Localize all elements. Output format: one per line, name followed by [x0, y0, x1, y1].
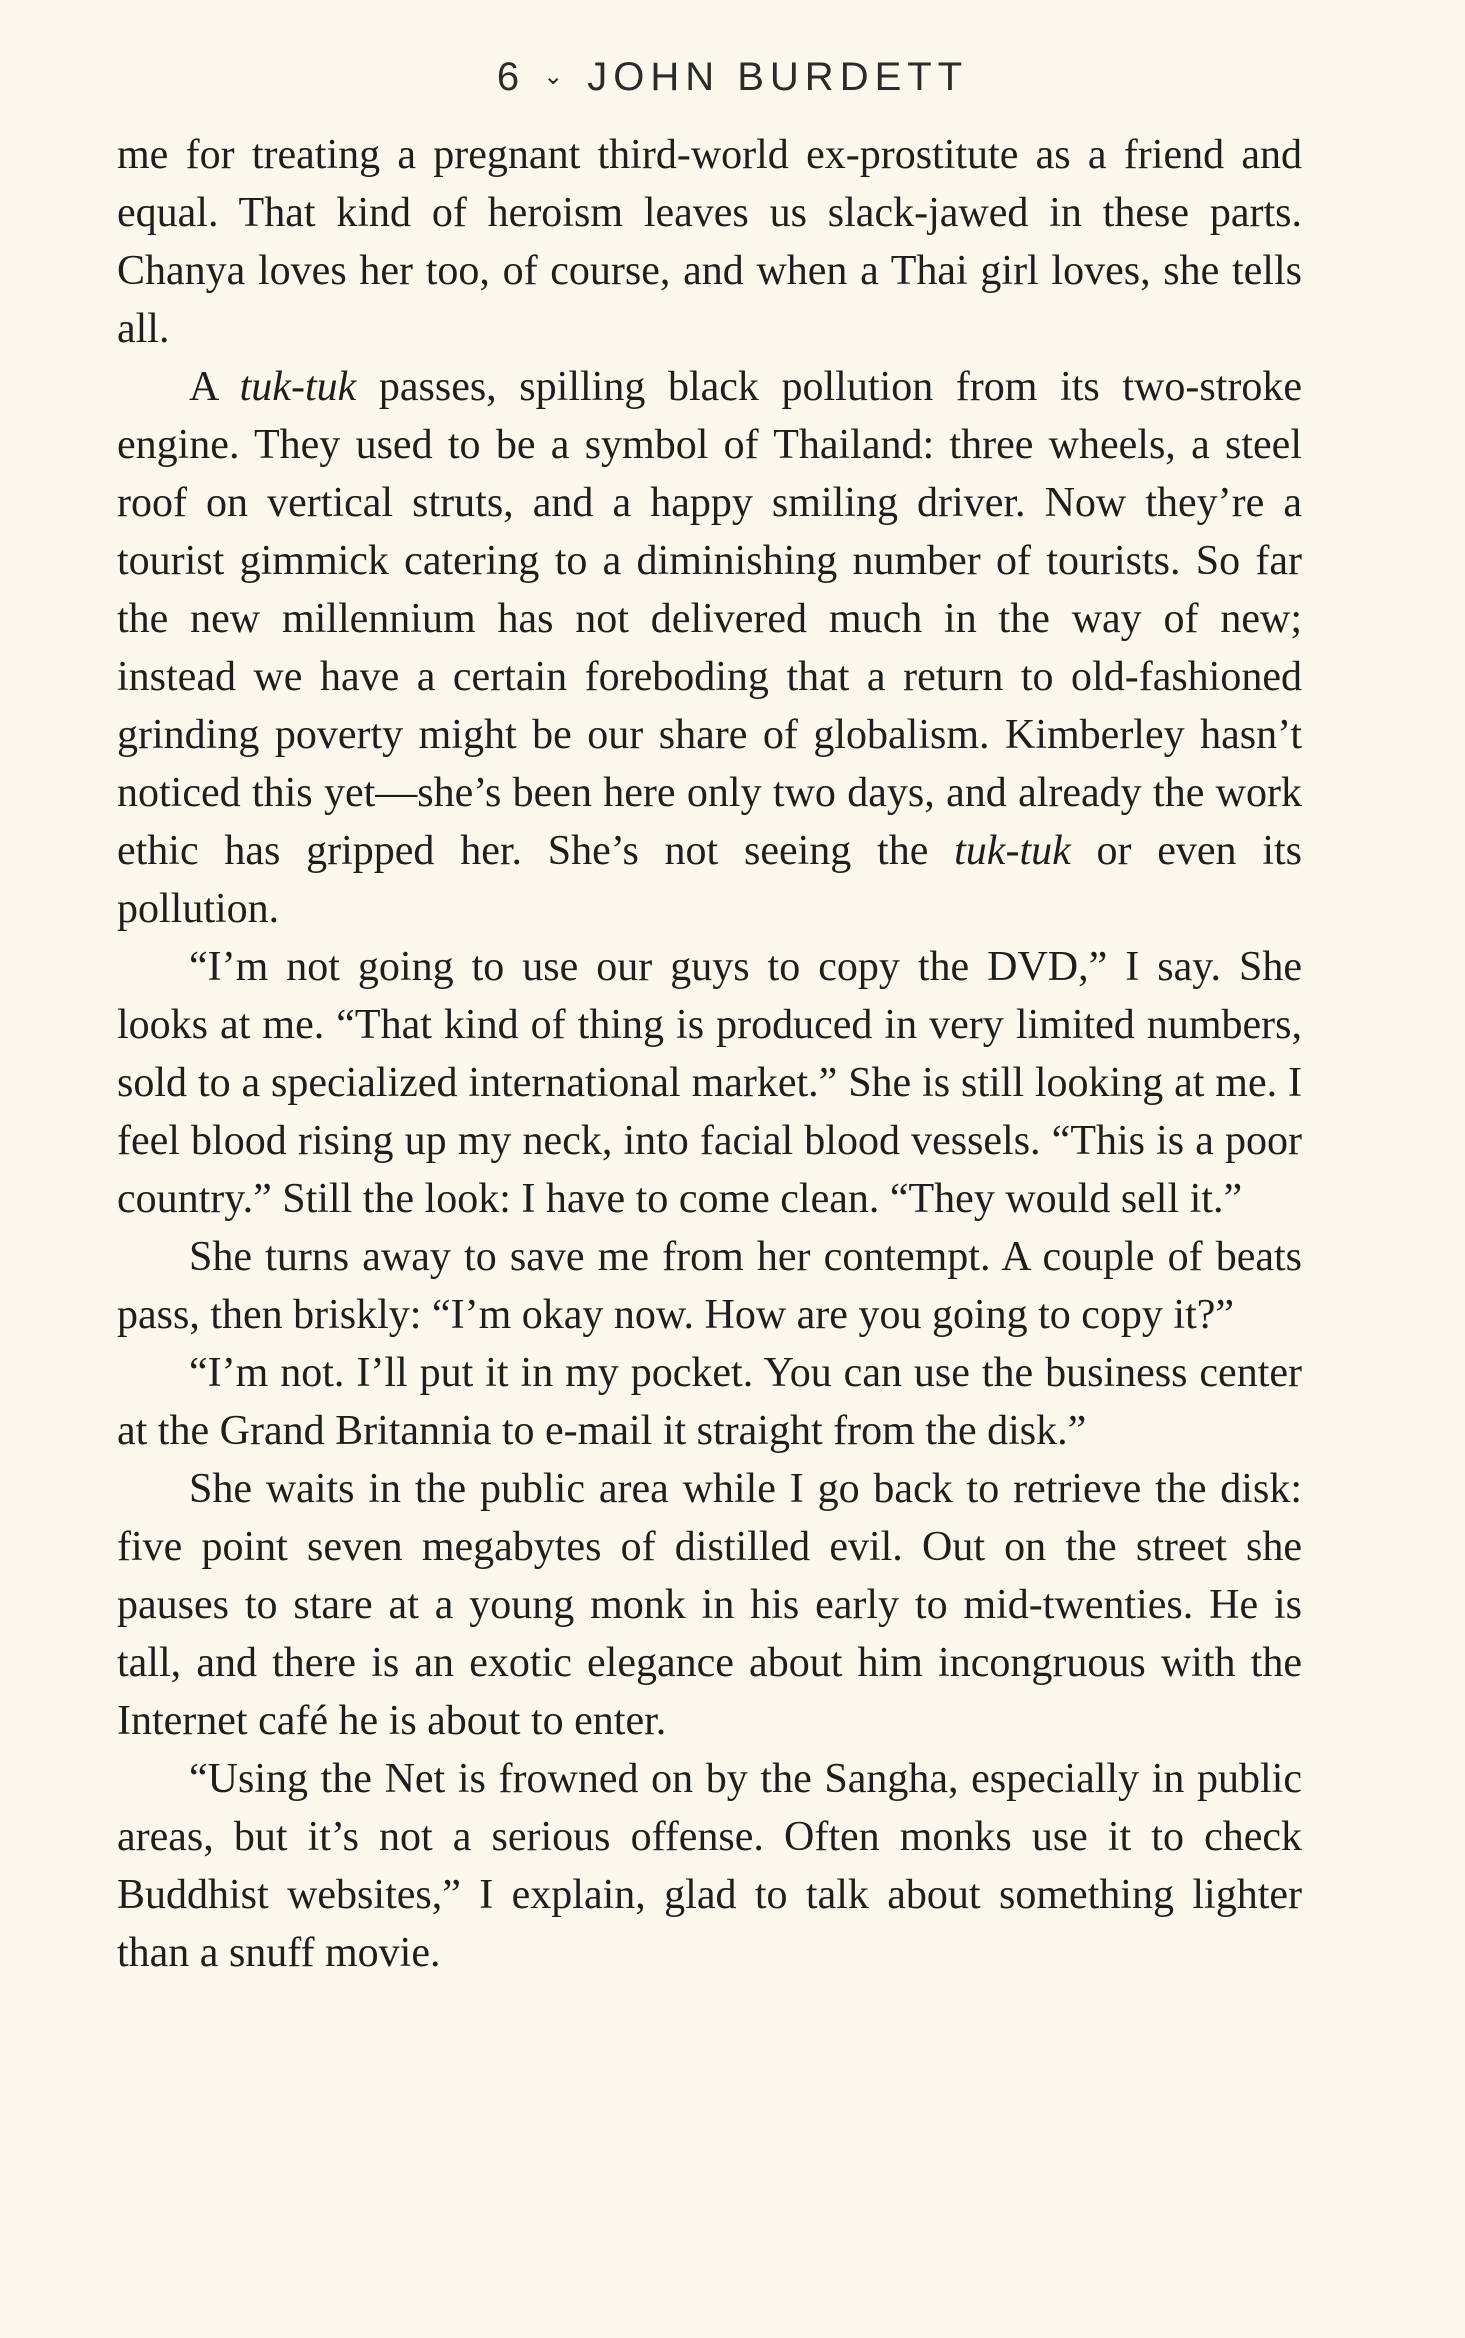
paragraph-text: me for treating a pregnant third-world ex-prostitute as a friend and equal. That kind of heroism leaves us slack-jawed in these parts. Chanya loves her too, of course, and when a Thai girl loves, she tells all. [117, 132, 1302, 352]
paragraph-2 [117, 358, 1302, 938]
paragraph-text: She turns away to save me from her contempt. A couple of beats pass, then briskly: “I’m okay now. How are you going to copy it?” [117, 1234, 1302, 1338]
paragraph-3 [117, 938, 1302, 1228]
italic-term: tuk-tuk [954, 828, 1071, 874]
paragraph-text: “I’m not going to use our guys to copy the DVD,” I say. She looks at me. “That kind of thing is produced in very limited numbers, sold to a specialized international market.” She is still looking at me. I feel blood rising up my neck, into facial blood vessels. “This is a poor country.” Still the look: I have to come clean. “They would sell it.” [117, 944, 1302, 1222]
italic-term: tuk-tuk [239, 364, 357, 410]
paragraph-4 [117, 1228, 1302, 1344]
paragraph-text: A [189, 364, 240, 410]
paragraph-text: “I’m not. I’ll put it in my pocket. You can use the business center at the Grand Britannia to e-mail it straight from the disk.” [117, 1350, 1302, 1454]
page-number: 6 [496, 55, 526, 99]
paragraph-7 [117, 1750, 1302, 1982]
author-name: JOHN BURDETT [587, 55, 969, 99]
paragraph-1 [117, 126, 1302, 358]
paragraph-text: She waits in the public area while I go back to retrieve the disk: five point seven megabytes of distilled evil. Out on the street she pauses to stare at a young monk in his early to mid-twenties. He is tall, and there is an exotic elegance about him incongruous with the Internet café he is about to enter. [117, 1466, 1302, 1744]
running-head [0, 52, 1465, 102]
paragraph-5 [117, 1344, 1302, 1460]
paragraph-6 [117, 1460, 1302, 1750]
body-text [117, 126, 1302, 1982]
separator-glyph: ⌄ [543, 63, 570, 90]
paragraph-text: passes, spilling black pollution from its two-stroke engine. They used to be a symbol of Thailand: three wheels, a steel roof on vertical struts, and a happy smiling driver. Now they’re a tourist gimmick catering to a diminishing number of tourists. So far the new millennium has not delivered much in the way of new; instead we have a certain foreboding that a return to old-fashioned grinding poverty might be our share of globalism. Kimberley hasn’t noticed this yet—she’s been here only two days, and already the work ethic has gripped her. She’s not seeing the [117, 364, 1303, 874]
paragraph-text: or even its pollution. [117, 828, 1302, 932]
paragraph-text: “Using the Net is frowned on by the Sangha, especially in public areas, but it’s not a serious offense. Often monks use it to check Buddhist websites,” I explain, glad to talk about something lighter than a snuff movie. [117, 1756, 1302, 1976]
